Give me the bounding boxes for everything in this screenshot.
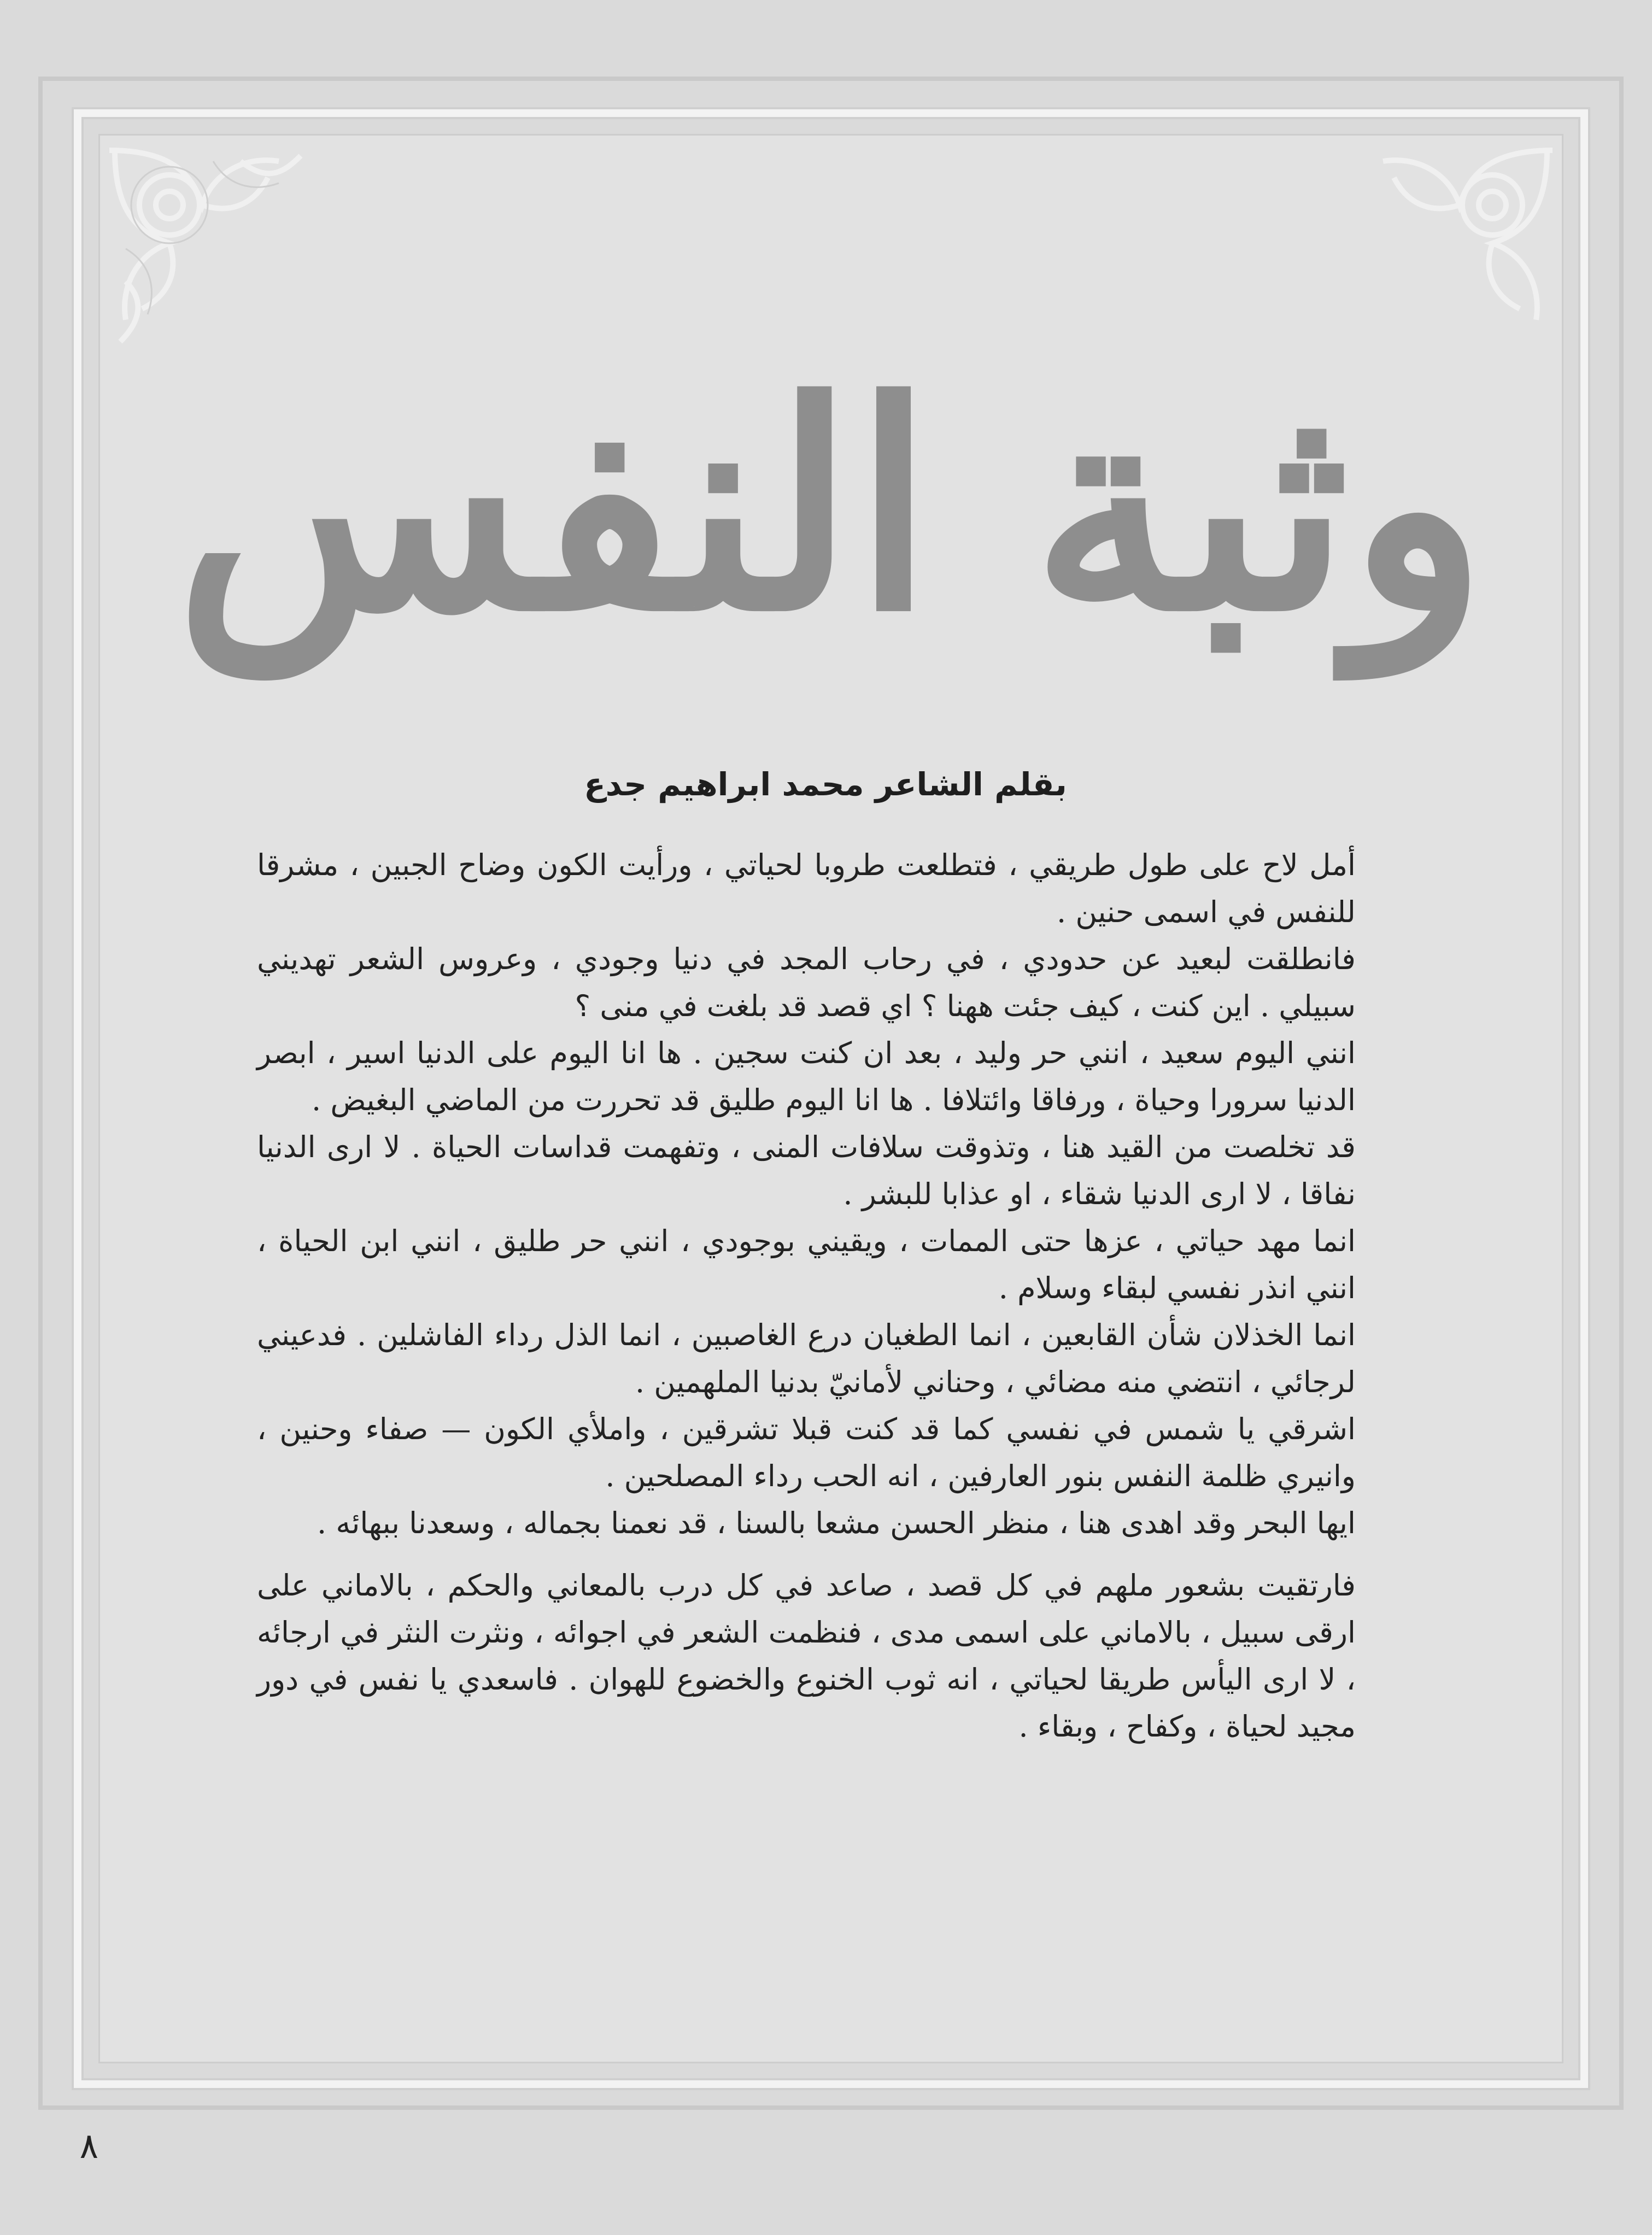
article-body — [257, 842, 1383, 1750]
paragraph: قد تخلصت من القيد هنا ، وتذوقت سلافات المنى ، وتفهمت قداسات الحياة . لا ارى الدنيا نفاقا ، لا ارى الدنيا شقاء ، او عذابا للبشر . — [257, 1130, 1356, 1211]
paragraph: فانطلقت لبعيد عن حدودي ، في رحاب المجد في دنيا وجودي ، وعروس الشعر تهديني سبيلي . اين كنت ، كيف جئت ههنا ؟ اي قصد قد بلغت في منى ؟ — [257, 942, 1356, 1023]
paragraph: ايها البحر وقد اهدى هنا ، منظر الحسن مشعا بالسنا ، قد نعمنا بجماله ، وسعدنا ببهائه . — [317, 1506, 1356, 1540]
calligraphy-title — [175, 235, 1487, 727]
paragraph: فارتقيت بشعور ملهم في كل قصد ، صاعد في كل درب بالمعاني والحكم ، بالاماني على ارقى سبيل ، بالاماني على اسمى مدى ، فنظمت الشعر في اجوائه ، ونثرت النثر في ارجائه ، لا ارى اليأس طريقا لحياتي ، انه ثوب الخنوع والخضوع للهوان . فاسعدي يا نفس في دور مجيد لحياة ، وكفاح ، وبقاء . — [257, 1568, 1356, 1744]
paragraph: انني اليوم سعيد ، انني حر وليد ، بعد ان كنت سجين . ها انا اليوم على الدنيا اسير ، ابصر الدنيا سرورا وحياة ، ورفاقا وائتلافا . ها انا اليوم طليق قد تحررت من الماضي البغيض . — [257, 1036, 1356, 1117]
paragraph: أمل لاح على طول طريقي ، فتطلعت طروبا لحياتي ، ورأيت الكون وضاح الجبين ، مشرقا للنفس في اسمى حنين . — [257, 848, 1356, 929]
author-byline: بقلم الشاعر محمد ابراهيم جدع — [584, 766, 1067, 803]
paragraph: انما مهد حياتي ، عزها حتى الممات ، ويقيني بوجودي ، انني حر طليق ، انني ابن الحياة ، انني انذر نفسي لبقاء وسلام . — [257, 1224, 1356, 1305]
paragraph: انما الخذلان شأن القابعين ، انما الطغيان درع الغاصبين ، انما الذل رداء الفاشلين . فدعيني لرجائي ، انتضي منه مضائي ، وحناني لأمانيّ بدنيا الملهمين . — [257, 1318, 1356, 1399]
page-title: وثبة النفس — [175, 340, 1487, 674]
paragraph: اشرقي يا شمس في نفسي كما قد كنت قبلا تشرقين ، واملأي الكون — صفاء وحنين ، وانيري ظلمة النفس بنور العارفين ، انه الحب رداء المصلحين . — [257, 1412, 1356, 1493]
page-number: ٨ — [79, 2126, 98, 2167]
